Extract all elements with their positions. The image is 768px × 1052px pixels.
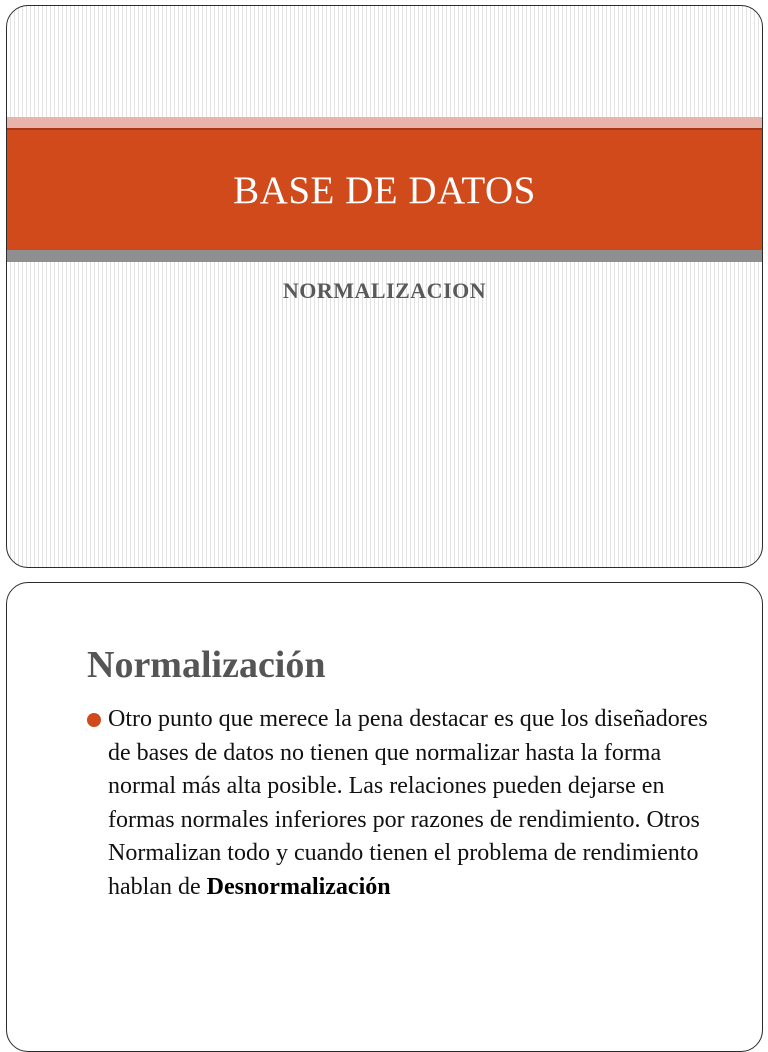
bottom-gray-stripe [7, 250, 762, 262]
content-slide-title: Normalización [87, 644, 326, 686]
bullet-text: Otro punto que merece la pena destacar es que los diseñadores de bases de datos no tienen que normalizar hasta la forma normal más alta posible. Las relaciones pueden dejarse en formas normales inferiores por razones de rendimiento. Otros Normalizan todo y cuando tienen el problema de rendimiento hablan de [108, 706, 708, 900]
bullet-list-item [87, 703, 727, 904]
bullet-dot-icon [87, 713, 101, 727]
title-band [7, 128, 762, 250]
slide-title: BASE DE DATOS [233, 168, 536, 212]
content-slide [6, 582, 763, 1052]
top-accent-stripe [7, 117, 762, 128]
bullet-paragraph [87, 703, 727, 904]
bullet-emphasis: Desnormalización [206, 873, 391, 900]
slide-subtitle: NORMALIZACION [282, 278, 487, 303]
title-slide [6, 5, 763, 568]
